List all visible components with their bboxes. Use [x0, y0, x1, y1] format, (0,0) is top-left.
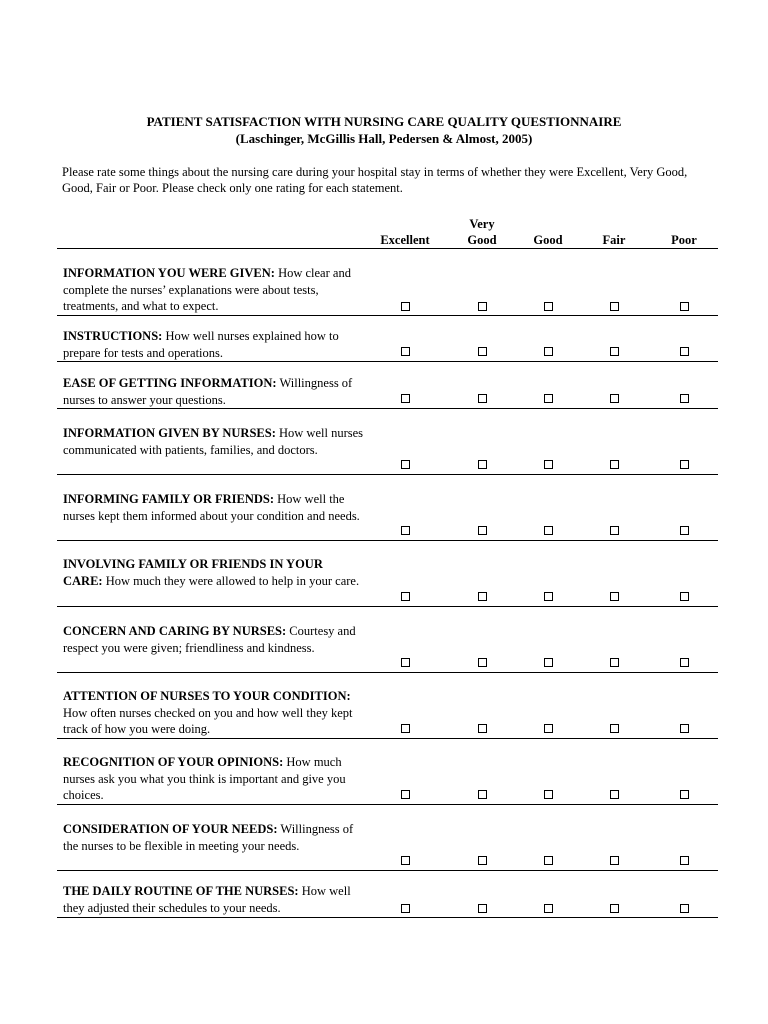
question-text — [63, 883, 363, 916]
checkbox-poor[interactable] — [680, 526, 689, 535]
question-description: How clear and complete the nurses’ explanations were about tests, treatments, and what to expect. — [63, 266, 351, 313]
row-rule — [57, 408, 718, 409]
row-rule — [57, 672, 718, 673]
question-label: INFORMATION GIVEN BY NURSES: — [63, 426, 276, 440]
question-description: How well the nurses kept them informed about your condition and needs. — [63, 492, 360, 523]
checkbox-fair[interactable] — [610, 347, 619, 356]
checkbox-excellent[interactable] — [401, 347, 410, 356]
question-label: RECOGNITION OF YOUR OPINIONS: — [63, 755, 284, 769]
question-text — [63, 754, 363, 804]
question-text — [63, 556, 363, 589]
checkbox-very-good[interactable] — [478, 347, 487, 356]
question-label: INFORMING FAMILY OR FRIENDS: — [63, 492, 274, 506]
question-text — [63, 623, 363, 656]
question-text — [63, 265, 363, 315]
checkbox-good[interactable] — [544, 856, 553, 865]
checkbox-fair[interactable] — [610, 394, 619, 403]
checkbox-fair[interactable] — [610, 302, 619, 311]
checkbox-poor[interactable] — [680, 658, 689, 667]
checkbox-poor[interactable] — [680, 592, 689, 601]
checkbox-fair[interactable] — [610, 904, 619, 913]
question-description: How much they were allowed to help in your care. — [102, 573, 360, 588]
checkbox-fair[interactable] — [610, 790, 619, 799]
question-description: How often nurses checked on you and how well they kept track of how you were doing. — [63, 705, 353, 736]
question-text — [63, 688, 363, 738]
row-rule — [57, 738, 718, 739]
checkbox-excellent[interactable] — [401, 658, 410, 667]
checkbox-very-good[interactable] — [478, 592, 487, 601]
checkbox-good[interactable] — [544, 460, 553, 469]
rating-header-excellent: Excellent — [380, 233, 430, 247]
checkbox-poor[interactable] — [680, 302, 689, 311]
row-rule — [57, 804, 718, 805]
question-label: INSTRUCTIONS: — [63, 329, 163, 343]
checkbox-excellent[interactable] — [401, 394, 410, 403]
question-label: THE DAILY ROUTINE OF THE NURSES: — [63, 884, 299, 898]
checkbox-very-good[interactable] — [478, 302, 487, 311]
row-rule — [57, 870, 718, 871]
checkbox-good[interactable] — [544, 347, 553, 356]
checkbox-excellent[interactable] — [401, 856, 410, 865]
instructions-paragraph: Please rate some things about the nursing care during your hospital stay in terms of whether they were Excellent, Very Good, Good, Fair or Poor. Please check only one rating for each statement. — [62, 165, 688, 195]
questionnaire-title: PATIENT SATISFACTION WITH NURSING CARE QUALITY QUESTIONNAIRE — [146, 114, 622, 129]
checkbox-good[interactable] — [544, 592, 553, 601]
checkbox-excellent[interactable] — [401, 904, 410, 913]
checkbox-good[interactable] — [544, 302, 553, 311]
question-description: Willingness of the nurses to be flexible in meeting your needs. — [63, 822, 354, 853]
row-rule — [57, 315, 718, 316]
checkbox-fair[interactable] — [610, 856, 619, 865]
checkbox-excellent[interactable] — [401, 460, 410, 469]
question-description: How much nurses ask you what you think is important and give you choices. — [63, 755, 346, 802]
checkbox-fair[interactable] — [610, 526, 619, 535]
checkbox-very-good[interactable] — [478, 460, 487, 469]
question-text — [63, 328, 363, 361]
checkbox-good[interactable] — [544, 526, 553, 535]
checkbox-excellent[interactable] — [401, 526, 410, 535]
checkbox-poor[interactable] — [680, 790, 689, 799]
checkbox-very-good[interactable] — [478, 394, 487, 403]
question-label: INFORMATION YOU WERE GIVEN: — [63, 266, 275, 280]
checkbox-good[interactable] — [544, 658, 553, 667]
checkbox-good[interactable] — [544, 904, 553, 913]
row-rule — [57, 361, 718, 362]
question-label: ATTENTION OF NURSES TO YOUR CONDITION: — [63, 689, 351, 703]
header-rule — [57, 248, 718, 249]
row-rule — [57, 540, 718, 541]
checkbox-poor[interactable] — [680, 856, 689, 865]
checkbox-excellent[interactable] — [401, 724, 410, 733]
question-description: How well nurses communicated with patients, families, and doctors. — [63, 426, 364, 457]
question-label: EASE OF GETTING INFORMATION: — [63, 376, 277, 390]
question-label: CONCERN AND CARING BY NURSES: — [63, 624, 287, 638]
question-label: CONSIDERATION OF YOUR NEEDS: — [63, 822, 278, 836]
question-description: Courtesy and respect you were given; friendliness and kindness. — [63, 624, 356, 655]
question-label: INVOLVING FAMILY OR FRIENDS IN YOUR CARE: — [63, 557, 323, 588]
checkbox-fair[interactable] — [610, 460, 619, 469]
row-rule — [57, 917, 718, 918]
row-rule — [57, 474, 718, 475]
checkbox-excellent[interactable] — [401, 302, 410, 311]
question-description: How well they adjusted their schedules to your needs. — [63, 884, 351, 915]
question-description: How well nurses explained how to prepare for tests and operations. — [63, 329, 339, 360]
checkbox-good[interactable] — [544, 790, 553, 799]
checkbox-very-good[interactable] — [478, 658, 487, 667]
checkbox-very-good[interactable] — [478, 526, 487, 535]
checkbox-very-good[interactable] — [478, 856, 487, 865]
question-text — [63, 425, 363, 458]
question-text — [63, 491, 363, 524]
question-text — [63, 375, 363, 408]
rating-header-good: Good — [533, 233, 563, 247]
row-rule — [57, 606, 718, 607]
checkbox-fair[interactable] — [610, 592, 619, 601]
checkbox-poor[interactable] — [680, 394, 689, 403]
rating-header-poor: Poor — [671, 233, 697, 247]
checkbox-poor[interactable] — [680, 460, 689, 469]
checkbox-excellent[interactable] — [401, 790, 410, 799]
checkbox-excellent[interactable] — [401, 592, 410, 601]
checkbox-fair[interactable] — [610, 724, 619, 733]
checkbox-poor[interactable] — [680, 724, 689, 733]
rating-header-very-good: Very Good — [467, 217, 497, 247]
question-text — [63, 821, 363, 854]
checkbox-very-good[interactable] — [478, 724, 487, 733]
checkbox-fair[interactable] — [610, 658, 619, 667]
checkbox-good[interactable] — [544, 394, 553, 403]
checkbox-poor[interactable] — [680, 347, 689, 356]
checkbox-good[interactable] — [544, 724, 553, 733]
checkbox-poor[interactable] — [680, 904, 689, 913]
checkbox-very-good[interactable] — [478, 790, 487, 799]
questionnaire-citation: (Laschinger, McGillis Hall, Pedersen & Almost, 2005) — [235, 131, 533, 146]
question-description: Willingness of nurses to answer your questions. — [63, 376, 353, 407]
checkbox-very-good[interactable] — [478, 904, 487, 913]
rating-header-fair: Fair — [602, 233, 626, 247]
